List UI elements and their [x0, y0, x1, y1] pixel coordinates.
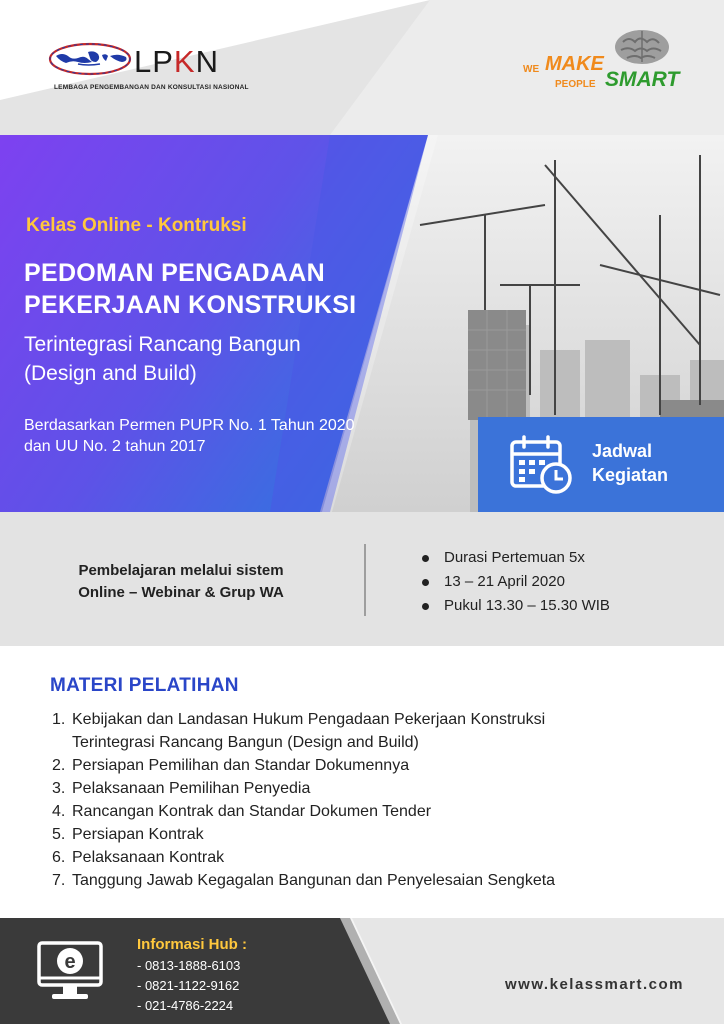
- footer: [0, 918, 724, 1024]
- materi-item-text: Tanggung Jawab Kegagalan Bangunan dan Penyelesaian Sengketa: [72, 872, 556, 889]
- schedule-details-list: [418, 546, 610, 618]
- materi-item-number: 5.: [52, 826, 66, 843]
- slogan-we: WE: [523, 64, 540, 75]
- materi-item-text: Persiapan Pemilihan dan Standar Dokumennya: [72, 757, 410, 774]
- materi-item-text: Kebijakan dan Landasan Hukum Pengadaan Pekerjaan Konstruksi: [72, 711, 546, 728]
- materi-item: [52, 777, 555, 800]
- schedule-item: Pukul 13.30 – 15.30 WIB: [418, 594, 610, 618]
- materi-item-number: 7.: [52, 872, 66, 889]
- phone-number[interactable]: - 0813-1888-6103: [137, 958, 241, 973]
- monitor-e-icon: [36, 940, 104, 1004]
- materi-item-number: 6.: [52, 849, 66, 866]
- materi-item-number: 1.: [52, 711, 66, 728]
- materi-item-number: 2.: [52, 757, 66, 774]
- materi-item-number: 3.: [52, 780, 66, 797]
- materi-item: [52, 846, 555, 869]
- phone-list: [137, 956, 240, 1016]
- materi-heading: MATERI PELATIHAN: [50, 675, 239, 696]
- strip-divider: [364, 544, 366, 616]
- materi-item: [52, 823, 555, 846]
- materi-item: [52, 869, 555, 892]
- materi-item-text: Rancangan Kontrak dan Standar Dokumen Tender: [72, 803, 432, 820]
- hero-section: [0, 135, 724, 512]
- slogan-smart: SMART: [605, 68, 680, 91]
- materi-item: [52, 708, 555, 754]
- regulation-basis-line-2: dan UU No. 2 tahun 2017: [24, 438, 206, 455]
- regulation-basis-line-1: Berdasarkan Permen PUPR No. 1 Tahun 2020: [24, 417, 355, 434]
- materi-item: [52, 800, 555, 823]
- materi-item: [52, 754, 555, 777]
- jadwal-kegiatan-box: [478, 417, 724, 512]
- we-make-people-smart-logo: [515, 28, 690, 98]
- course-title-line-2: PEKERJAAN KONSTRUKSI: [24, 291, 357, 319]
- jadwal-label-line-1: Jadwal: [592, 441, 653, 461]
- lpkn-wordmark: LPKN: [134, 44, 219, 79]
- jadwal-label-line-2: Kegiatan: [592, 465, 669, 485]
- course-subtitle-line-2: (Design and Build): [24, 362, 197, 385]
- monitor-letter: e: [64, 951, 76, 973]
- lpkn-subtitle: LEMBAGA PENGEMBANGAN DAN KONSULTASI NASIONAL: [54, 84, 249, 91]
- phone-number[interactable]: - 0821-1122-9162: [137, 978, 240, 993]
- materi-item-number: 4.: [52, 803, 66, 820]
- course-title-line-1: PEDOMAN PENGADAAN: [24, 259, 325, 287]
- schedule-item: Durasi Pertemuan 5x: [418, 546, 610, 570]
- indonesia-map-logo: [48, 42, 134, 76]
- learning-method-line-2: Online – Webinar & Grup WA: [78, 584, 284, 601]
- lpkn-logo: [48, 42, 248, 97]
- materi-item-text: Persiapan Kontrak: [72, 826, 204, 843]
- slogan-make: MAKE: [545, 53, 604, 75]
- contact-info-title: Informasi Hub :: [137, 936, 248, 953]
- materi-item-text: Pelaksanaan Kontrak: [72, 849, 225, 866]
- brain-icon: [613, 28, 671, 66]
- materi-section: [0, 646, 724, 918]
- materi-item-continuation: Terintegrasi Rancang Bangun (Design and Build): [72, 734, 419, 751]
- learning-method-line-1: Pembelajaran melalui sistem: [78, 562, 284, 579]
- schedule-strip: [0, 512, 724, 646]
- schedule-item: 13 – 21 April 2020: [418, 570, 610, 594]
- footer-background: [0, 918, 724, 1024]
- materi-list: [52, 708, 555, 892]
- slogan-people: PEOPLE: [555, 79, 596, 90]
- website-link[interactable]: www.kelassmart.com: [504, 976, 684, 993]
- course-category: Kelas Online - Kontruksi: [26, 215, 247, 236]
- header: [0, 0, 724, 135]
- materi-item-text: Pelaksanaan Pemilihan Penyedia: [72, 780, 311, 797]
- phone-number[interactable]: - 021-4786-2224: [137, 998, 234, 1013]
- course-subtitle-line-1: Terintegrasi Rancang Bangun: [24, 333, 301, 356]
- calendar-clock-icon: [508, 434, 574, 496]
